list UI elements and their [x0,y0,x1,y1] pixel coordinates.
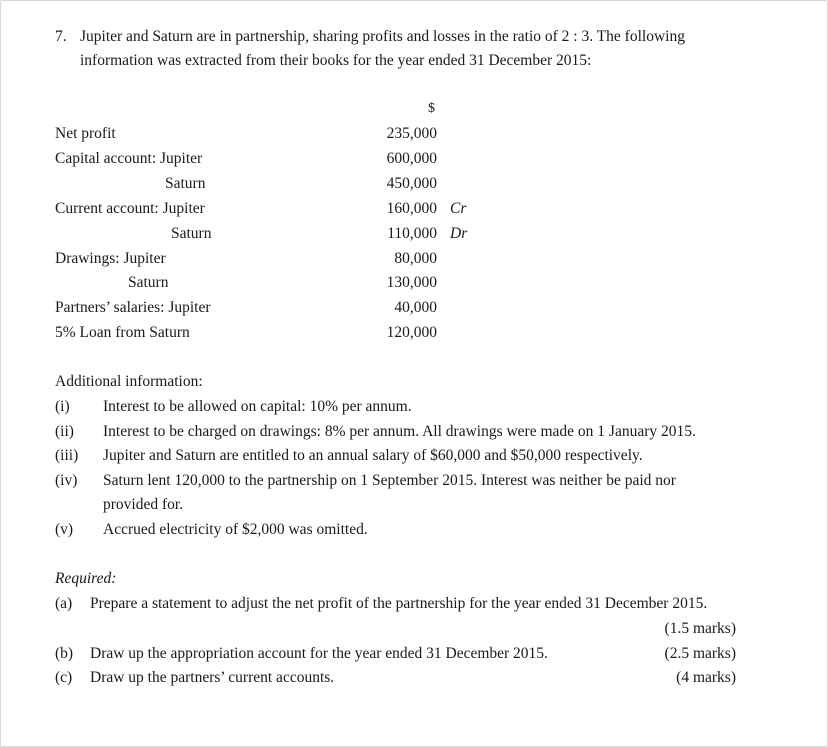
row-value-drawings-jupiter: 80,000 [394,250,437,267]
row-value-net-profit: 235,000 [386,125,437,142]
additional-item-text: Saturn lent 120,000 to the partnership on 1 September 2015. Interest was neither be paid nor [103,472,676,489]
row-value-capital-saturn: 450,000 [386,175,437,192]
row-label-current-saturn: Saturn [171,225,212,242]
row-label-net-profit: Net profit [55,125,116,142]
question-number: 7. [55,28,67,45]
additional-item-text-continued: provided for. [103,496,184,513]
row-value-drawings-saturn: 130,000 [386,274,437,291]
row-label-partners-salaries: Partners’ salaries: Jupiter [55,299,211,316]
additional-item-num: (iii) [55,447,79,464]
additional-item-text: Accrued electricity of $2,000 was omitted. [103,521,368,538]
row-label-drawings-saturn: Saturn [128,274,169,291]
additional-item-num: (iv) [55,472,78,489]
required-part-text: Prepare a statement to adjust the net profit of the partnership for the year ended 31 December 2015. [90,595,708,612]
row-label-capital-saturn: Saturn [165,175,206,192]
additional-item-num: (v) [55,521,74,538]
row-value-current-jupiter: 160,000 [386,200,437,217]
required-part-marks: (4 marks) [676,669,736,686]
additional-item-text: Interest to be allowed on capital: 10% per annum. [103,398,412,415]
required-part-marks: (2.5 marks) [664,645,736,662]
question-line-2: information was extracted from their books for the year ended 31 December 2015: [80,52,592,69]
currency-header: $ [428,101,435,116]
required-part-marks: (1.5 marks) [664,620,736,637]
row-label-loan-saturn: 5% Loan from Saturn [55,324,190,341]
row-label-current-jupiter: Current account: Jupiter [55,200,205,217]
row-note-current-jupiter: Cr [450,200,467,217]
required-part-text: Draw up the partners’ current accounts. [90,669,335,686]
question-line-1: Jupiter and Saturn are in partnership, sharing profits and losses in the ratio of 2 : 3. The following [80,28,685,45]
required-part-label: (a) [55,595,73,612]
additional-item-text: Jupiter and Saturn are entitled to an annual salary of $60,000 and $50,000 respectively. [103,447,643,464]
additional-heading: Additional information: [55,373,203,390]
required-part-text: Draw up the appropriation account for the year ended 31 December 2015. [90,645,548,662]
row-label-drawings-jupiter: Drawings: Jupiter [55,250,166,267]
row-label-capital-jupiter: Capital account: Jupiter [55,150,203,167]
row-note-current-saturn: Dr [450,225,468,242]
additional-item-text: Interest to be charged on drawings: 8% per annum. All drawings were made on 1 January 2015. [103,423,696,440]
additional-item-num: (i) [55,398,70,415]
required-part-label: (c) [55,669,73,686]
row-value-capital-jupiter: 600,000 [386,150,437,167]
row-value-partners-salaries: 40,000 [394,299,437,316]
additional-item-num: (ii) [55,423,74,440]
row-value-current-saturn: 110,000 [387,225,437,242]
required-heading: Required: [55,570,117,587]
required-part-label: (b) [55,645,74,662]
row-value-loan-saturn: 120,000 [386,324,437,341]
